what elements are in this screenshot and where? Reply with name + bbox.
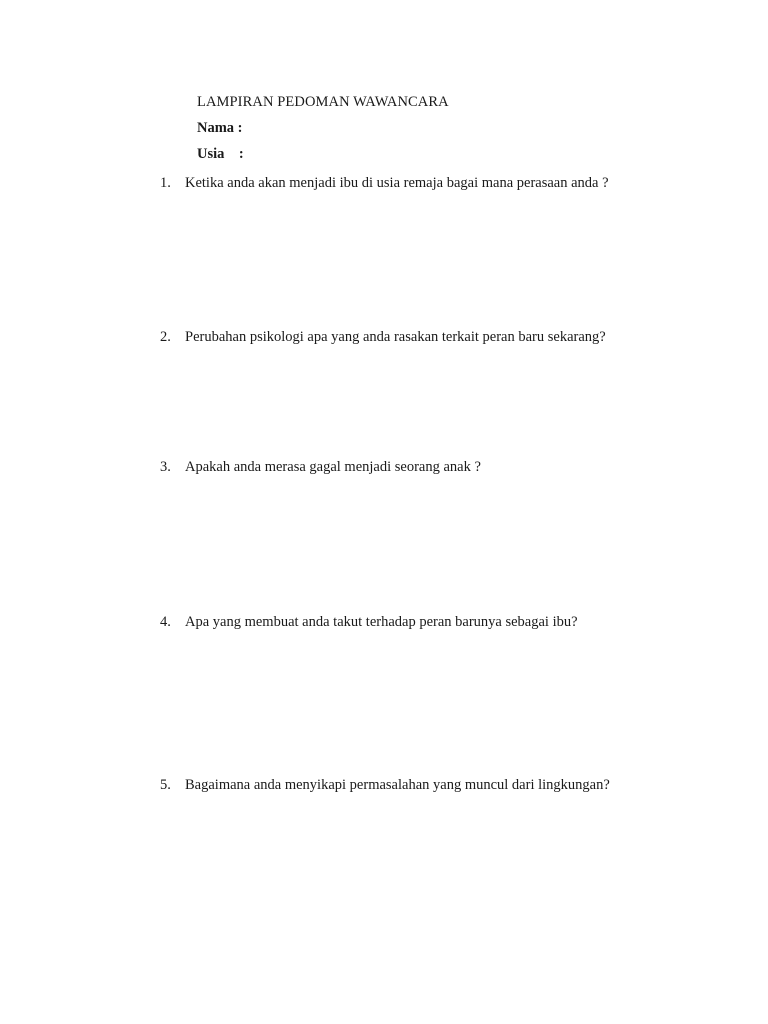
question-item [160,175,609,191]
question-text: Perubahan psikologi apa yang anda rasakan terkait peran baru sekarang? [185,329,606,345]
question-item [160,329,606,345]
question-item [160,777,610,793]
question-item [160,459,481,475]
question-number: 3. [160,459,171,475]
question-number: 5. [160,777,171,793]
question-text: Apa yang membuat anda takut terhadap peran barunya sebagai ibu? [185,614,578,630]
question-item [160,614,578,630]
document-header [197,94,617,172]
document-title: LAMPIRAN PEDOMAN WAWANCARA [197,94,449,110]
question-text: Bagaimana anda menyikapi permasalahan yang muncul dari lingkungan? [185,777,610,793]
question-number: 2. [160,329,171,345]
question-text: Apakah anda merasa gagal menjadi seorang anak ? [185,459,481,475]
question-number: 4. [160,614,171,630]
question-text: Ketika anda akan menjadi ibu di usia remaja bagai mana perasaan anda ? [185,175,609,191]
usia-field-label: Usia : [197,146,244,162]
nama-field-label: Nama : [197,120,243,136]
question-number: 1. [160,175,171,191]
